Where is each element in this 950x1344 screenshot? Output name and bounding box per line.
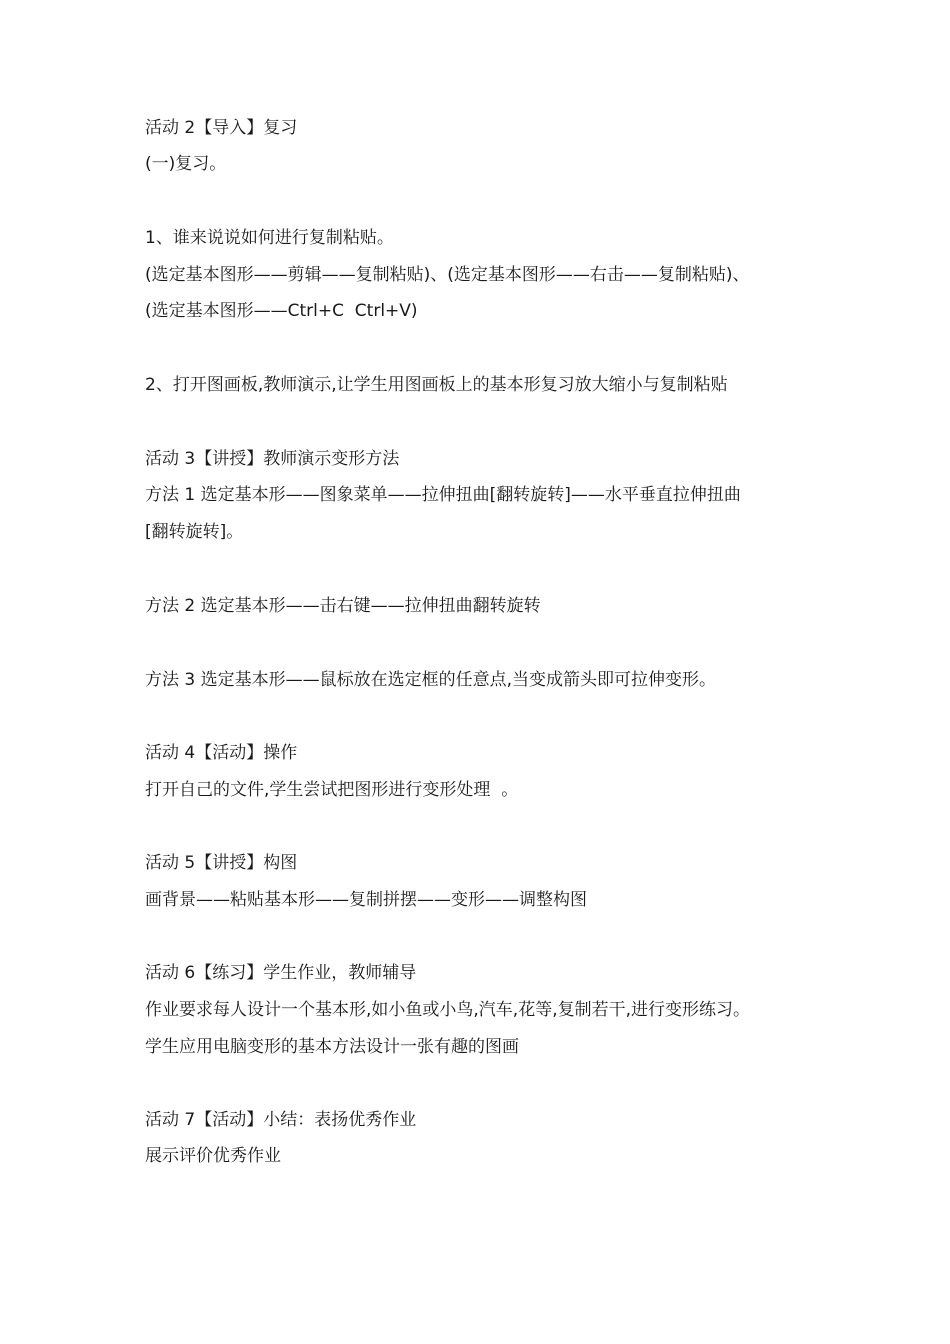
paragraph-method-1: 方法 1 选定基本形——图象菜单——拉伸扭曲[翻转旋转]——水平垂直拉伸扭曲 bbox=[145, 485, 741, 505]
heading-activity-5: 活动 5【讲授】构图 bbox=[145, 853, 298, 873]
paragraph-show-evaluate: 展示评价优秀作业 bbox=[145, 1146, 281, 1166]
heading-activity-3: 活动 3【讲授】教师演示变形方法 bbox=[145, 449, 400, 469]
paragraph-open-file: 打开自己的文件,学生尝试把图形进行变形处理 。 bbox=[145, 780, 519, 800]
paragraph-assignment-requirement: 作业要求每人设计一个基本形,如小鱼或小鸟,汽车,花等,复制若干,进行变形练习。 bbox=[145, 1000, 751, 1020]
heading-activity-4: 活动 4【活动】操作 bbox=[145, 743, 298, 763]
paragraph-method-3: 方法 3 选定基本形——鼠标放在选定框的任意点,当变成箭头即可拉伸变形。 bbox=[145, 670, 717, 690]
paragraph-assignment-goal: 学生应用电脑变形的基本方法设计一张有趣的图画 bbox=[145, 1037, 519, 1057]
paragraph-question-copy-paste: 1、谁来说说如何进行复制粘贴。 bbox=[145, 228, 394, 248]
paragraph-copy-paste-shortcut: (选定基本图形——Ctrl+C Ctrl+V) bbox=[145, 301, 418, 321]
subheading-review: (一)复习。 bbox=[145, 154, 227, 174]
heading-activity-6: 活动 6【练习】学生作业，教师辅导 bbox=[145, 963, 417, 983]
paragraph-method-1-continued: [翻转旋转]。 bbox=[145, 522, 244, 542]
paragraph-copy-paste-methods: (选定基本图形——剪辑——复制粘贴)、(选定基本图形——右击——复制粘贴)、 bbox=[145, 265, 750, 285]
heading-activity-7: 活动 7【活动】小结：表扬优秀作业 bbox=[145, 1110, 417, 1130]
paragraph-method-2: 方法 2 选定基本形——击右键——拉伸扭曲翻转旋转 bbox=[145, 596, 541, 616]
paragraph-composition-steps: 画背景——粘贴基本形——复制拼摆——变形——调整构图 bbox=[145, 890, 587, 910]
paragraph-open-paint: 2、打开图画板,教师演示,让学生用图画板上的基本形复习放大缩小与复制粘贴 bbox=[145, 375, 728, 395]
heading-activity-2: 活动 2【导入】复习 bbox=[145, 118, 298, 138]
